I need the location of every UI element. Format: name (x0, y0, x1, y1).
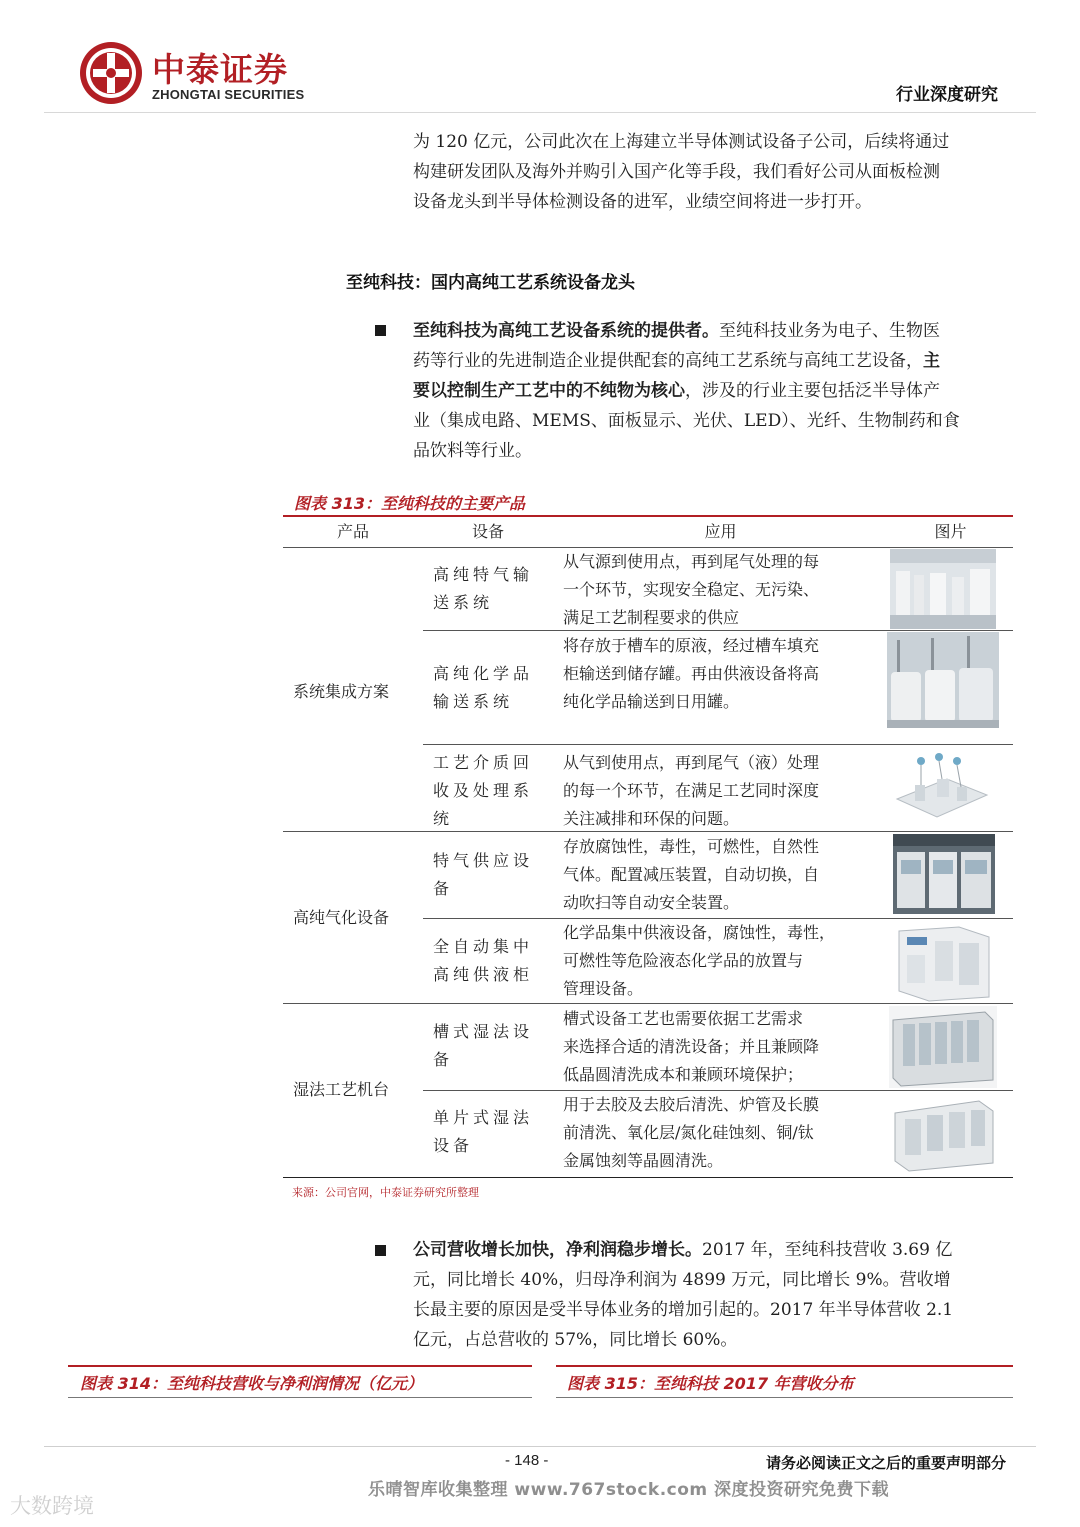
brand-name-en: ZHONGTAI SECURITIES (152, 87, 305, 102)
device-line: 槽式湿法设 (433, 1022, 534, 1041)
application-text (563, 919, 835, 1003)
application-text (563, 1005, 819, 1089)
app-line: 低晶圆清洗成本和兼顾环境保护； (563, 1065, 804, 1084)
application-text (563, 749, 819, 833)
header-image: 图片 (934, 522, 967, 541)
text-span: 2017 年，至纯科技营收 3.69 亿 (702, 1240, 953, 1260)
recovery-system-diagram-photo (887, 749, 997, 829)
report-type: 行业深度研究 (896, 85, 998, 105)
app-line: 金属蚀刻等晶圆清洗。 (563, 1151, 724, 1170)
batch-wet-bench-photo (889, 1006, 997, 1088)
app-line: 纯化学品输送到日用罐。 (563, 692, 740, 711)
text-span: 至纯科技业务为电子、生物医 (719, 321, 940, 341)
text-span: 药等行业的先进制造企业提供配套的高纯工艺系统与高纯工艺设备， (413, 351, 923, 371)
device-line: 工艺介质回 (433, 753, 534, 772)
app-line: 的每一个环节，在满足工艺同时深度 (563, 781, 820, 800)
zhongtai-logo-icon (78, 40, 144, 106)
figure-313-source: 来源：公司官网，中泰证券研究所整理 (292, 1186, 479, 1199)
app-line: 满足工艺制程要求的供应 (563, 608, 740, 627)
device-line: 收及处理系 (433, 781, 534, 800)
app-line: 一个环节，实现安全稳定、无污染、 (563, 580, 820, 599)
intro-line: 为 120 亿元，公司此次在上海建立半导体测试设备子公司，后续将通过 (413, 132, 950, 152)
corner-watermark: 大数跨境 (10, 1494, 94, 1518)
table-row (433, 660, 533, 716)
header-divider (44, 112, 1036, 113)
application-text (563, 548, 819, 632)
app-line: 动吹扫等自动安全装置。 (563, 893, 740, 912)
device-line: 高纯化学品 (433, 664, 534, 683)
app-line: 从气到使用点，再到尾气（液）处理 (563, 753, 820, 772)
table-row (433, 933, 533, 989)
row-divider (423, 630, 1013, 631)
bold-lead: 公司营收增长加快，净利润稳步增长。 (413, 1240, 702, 1260)
device-line: 设备 (433, 1136, 474, 1155)
header-device: 设备 (471, 522, 504, 541)
app-line: 关注减排和环保的问题。 (563, 809, 740, 828)
application-text (563, 1091, 819, 1175)
disclaimer-text: 请务必阅读正文之后的重要声明部分 (765, 1454, 1006, 1472)
text-line: 长最主要的原因是受半导体业务的增加引起的。2017 年半导体营收 2.1 (413, 1300, 954, 1320)
application-text (563, 833, 819, 917)
device-line: 特气供应设 (433, 851, 534, 870)
app-line: 化学品集中供液设备，腐蚀性，毒性， (563, 923, 836, 942)
footer-divider (44, 1446, 1036, 1447)
gas-cabinets-photo (893, 834, 995, 914)
header-product: 产品 (336, 522, 369, 541)
device-line: 高纯供液柜 (433, 965, 534, 984)
app-line: 柜输送到储存罐。再由供液设备将高 (563, 664, 820, 683)
device-line: 送系统 (433, 593, 494, 612)
intro-line: 设备龙头到半导体检测设备的进军，业绩空间将进一步打开。 (413, 192, 872, 212)
intro-line: 构建研发团队及海外并购引入国产化等手段，我们看好公司从面板检测 (413, 162, 940, 182)
device-line: 统 (433, 809, 454, 828)
table-row (433, 561, 533, 617)
bold-span: 要以控制生产工艺中的不纯物为核心 (413, 381, 685, 401)
app-line: 可燃性等危险液态化学品的放置与 (563, 951, 804, 970)
revenue-paragraph (413, 1235, 1013, 1355)
company-intro-paragraph (413, 316, 1013, 466)
group-divider (283, 831, 1013, 832)
app-line: 槽式设备工艺也需要依据工艺需求 (563, 1009, 804, 1028)
figure-314-top-rule (68, 1365, 532, 1367)
figure-314-title: 图表 314：至纯科技营收与净利润情况（亿元） (80, 1374, 423, 1393)
app-line: 前清洗、氧化层/氮化硅蚀刻、铜/钛 (563, 1123, 814, 1142)
chemical-supply-cabinet-photo (889, 921, 997, 1003)
figure-315-top-rule (556, 1365, 1013, 1367)
single-wafer-wet-photo (889, 1093, 997, 1173)
figure-314-bottom-rule (68, 1397, 532, 1398)
device-line: 高纯特气输 (433, 565, 534, 584)
header-application: 应用 (704, 522, 737, 541)
text-span: ，涉及的行业主要包括泛半导体产 (685, 381, 940, 401)
text-line: 品饮料等行业。 (413, 441, 532, 461)
device-line: 备 (433, 879, 454, 898)
row-divider (423, 744, 1013, 745)
bullet-square-icon (375, 1245, 386, 1256)
bullet-square-icon (375, 325, 386, 336)
device-line: 全自动集中 (433, 937, 534, 956)
app-line: 从气源到使用点，再到尾气处理的每 (563, 552, 820, 571)
application-text (563, 632, 819, 716)
app-line: 气体。配置减压装置，自动切换，自 (563, 865, 820, 884)
intro-paragraph (413, 127, 1013, 217)
group-high-purity-gas: 高纯气化设备 (293, 908, 390, 927)
table-row (433, 1104, 533, 1160)
cleanroom-gas-delivery-photo (890, 549, 996, 629)
device-line: 单片式湿法 (433, 1108, 534, 1127)
device-line: 输送系统 (433, 692, 514, 711)
app-line: 将存放于槽车的原液，经过槽车填充 (563, 636, 820, 655)
table-row (433, 847, 533, 903)
bold-span: 主 (923, 351, 940, 371)
brand-name-cn: 中泰证券 (152, 50, 288, 89)
figure-313-title: 图表 313：至纯科技的主要产品 (294, 494, 525, 513)
text-line: 元，同比增长 40%，归母净利润为 4899 万元，同比增长 9%。营收增 (413, 1270, 951, 1290)
app-line: 用于去胶及去胶后清洗、炉管及长膜 (563, 1095, 820, 1114)
app-line: 存放腐蚀性，毒性，可燃性，自然性 (563, 837, 820, 856)
figure-315-title: 图表 315：至纯科技 2017 年营收分布 (567, 1374, 854, 1393)
figure-313-top-rule (283, 515, 1013, 517)
group-system-integration: 系统集成方案 (293, 682, 390, 701)
app-line: 来选择合适的清洗设备；并且兼顾降 (563, 1037, 820, 1056)
bold-lead: 至纯科技为高纯工艺设备系统的提供者。 (413, 321, 719, 341)
app-line: 管理设备。 (563, 979, 644, 998)
watermark-text: 乐晴智库收集整理 www.767stock.com 深度投资研究免费下载 (368, 1480, 890, 1500)
table-row (433, 749, 533, 833)
text-line: 亿元，占总营收的 57%，同比增长 60%。 (413, 1330, 738, 1350)
chemical-delivery-tanks-photo (887, 632, 999, 728)
section-title: 至纯科技：国内高纯工艺系统设备龙头 (346, 273, 635, 293)
page-number: - 148 - (505, 1452, 549, 1469)
text-line: 业（集成电路、MEMS、面板显示、光伏、LED）、光纤、生物制药和食 (413, 411, 960, 431)
group-divider (283, 1003, 1013, 1004)
group-wet-process: 湿法工艺机台 (293, 1080, 390, 1099)
device-line: 备 (433, 1050, 454, 1069)
figure-315-bottom-rule (556, 1397, 1013, 1398)
table-bottom-rule (283, 1177, 1013, 1178)
table-row (433, 1018, 533, 1074)
